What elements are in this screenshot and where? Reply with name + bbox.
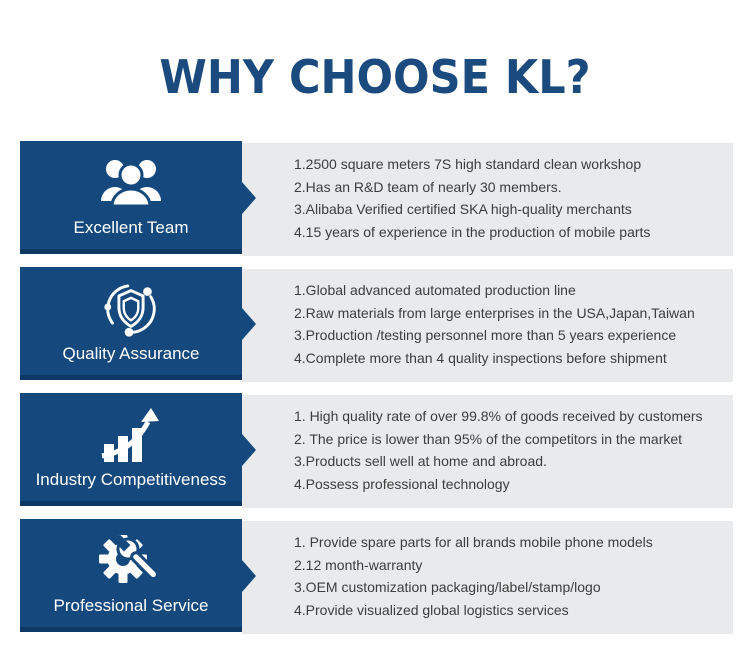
quality-shield-icon (100, 267, 162, 345)
list-item: 1.2500 square meters 7S high standard clean workshop (294, 156, 642, 173)
industry-competitiveness-points (242, 395, 733, 508)
professional-service-box (20, 519, 242, 632)
arrow-right-pointer (242, 434, 256, 466)
gear-wrench-icon (98, 519, 164, 597)
list-item: 1. High quality rate of over 99.8% of goods received by customers (294, 408, 703, 425)
list-item: 2. The price is lower than 95% of the competitors in the market (294, 430, 683, 447)
arrow-right-pointer (242, 560, 256, 592)
section-professional-service (20, 519, 733, 632)
list-item: 2.12 month-warranty (294, 556, 423, 573)
arrow-right-pointer (242, 182, 256, 214)
list-item: 4.Complete more than 4 quality inspections before shipment (294, 349, 667, 366)
arrow-right-pointer (242, 308, 256, 340)
list-item: 3.Alibaba Verified certified SKA high-quality merchants (294, 201, 632, 218)
professional-service-points (242, 521, 733, 634)
growth-chart-icon (98, 393, 164, 471)
excellent-team-points (242, 143, 733, 256)
page-title: WHY CHOOSE KL? (159, 51, 591, 106)
list-item: 4.15 years of experience in the production of mobile parts (294, 223, 651, 240)
list-item: 1.Global advanced automated production line (294, 282, 576, 299)
feature-rows (0, 141, 750, 632)
quality-assurance-points (242, 269, 733, 382)
list-item: 3.Production /testing personnel more than 5 years experience (294, 327, 677, 344)
list-item: 4.Possess professional technology (294, 475, 510, 492)
list-item: 1. Provide spare parts for all brands mobile phone models (294, 534, 653, 551)
excellent-team-box (20, 141, 242, 254)
section-excellent-team (20, 141, 733, 254)
industry-competitiveness-box (20, 393, 242, 506)
list-item: 3.OEM customization packaging/label/stamp/logo (294, 579, 601, 596)
section-label: Quality Assurance (62, 344, 200, 364)
section-quality-assurance (20, 267, 733, 380)
quality-assurance-box (20, 267, 242, 380)
section-label: Excellent Team (73, 218, 189, 238)
list-item: 2.Has an R&D team of nearly 30 members. (294, 178, 562, 195)
list-item: 3.Products sell well at home and abroad. (294, 453, 547, 470)
section-label: Industry Competitiveness (35, 470, 227, 490)
list-item: 4.Provide visualized global logistics services (294, 601, 569, 618)
list-item: 2.Raw materials from large enterprises in the USA,Japan,Taiwan (294, 304, 695, 321)
team-icon (95, 141, 167, 219)
section-industry-competitiveness (20, 393, 733, 506)
section-label: Professional Service (53, 596, 209, 616)
